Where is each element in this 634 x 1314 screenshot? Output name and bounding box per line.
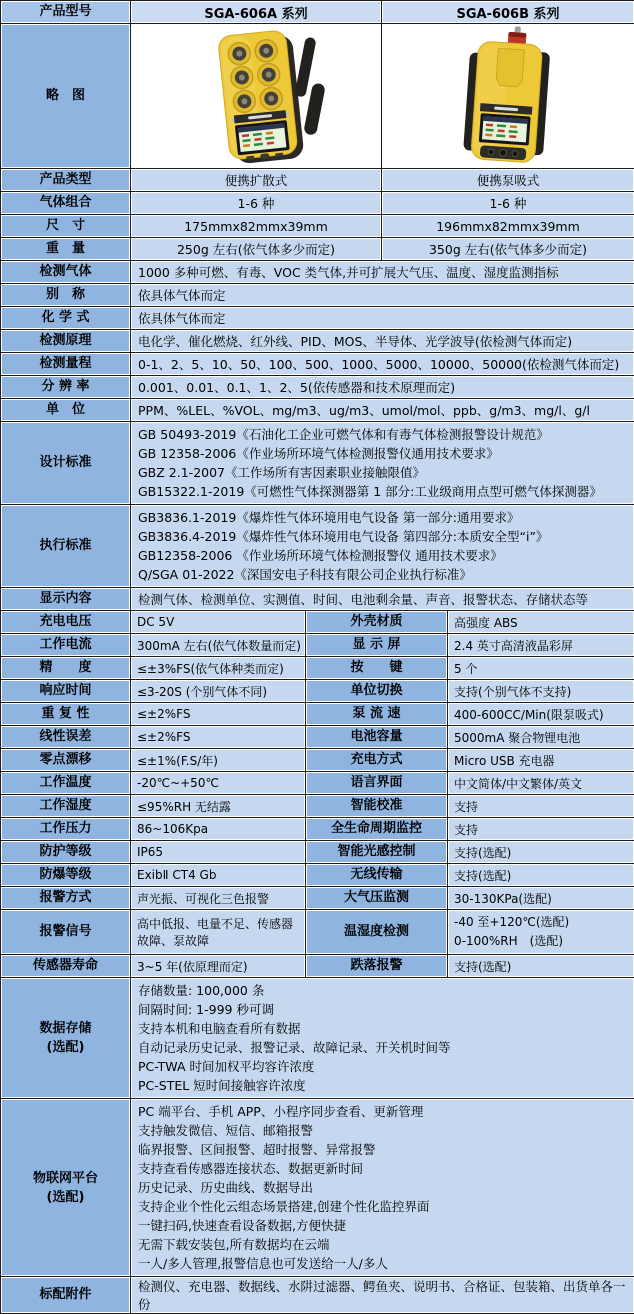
row-label-line: 物联网平台 [1,1169,130,1188]
row-label: 报警信号 [1,910,131,955]
row-label: 泵 流 速 [306,703,448,726]
spec-line: Q/SGA 01-2022《深国安电子科技有限公司企业执行标准》 [131,565,634,584]
table-row [1,726,634,749]
spec-value: 高强度 ABS [448,611,634,634]
row-label: 产品类型 [1,169,131,192]
spec-line: 支持企业个性化云组态场景搭建,创建个性化监控界面 [131,1197,634,1216]
row-label: 检测气体 [1,261,131,284]
spec-line: GB15322.1-2019《可燃性气体探测器第 1 部分:工业级商用点型可燃气体探测器》 [131,482,634,501]
spec-value: 86~106Kpa [131,818,306,841]
row-label [1,1099,131,1277]
table-row [1,330,634,353]
spec-line: GB12358-2006 《作业场所环境气体检测报警仪 通用技术要求》 [131,546,634,565]
row-label: 防爆等级 [1,864,131,887]
row-label: 充电电压 [1,611,131,634]
spec-value [131,978,634,1099]
device-a-cell [131,24,382,169]
row-label: 智能光感控制 [306,841,448,864]
spec-line: 支持本机和电脑查看所有数据 [131,1019,634,1038]
table-row [1,818,634,841]
spec-value-b: 196mmx82mmx39mm [382,215,634,238]
spec-table-body [1,1,634,1314]
spec-line: 0-100%RH (选配) [454,932,628,951]
row-label: 单 位 [1,399,131,422]
spec-value-a: 1-6 种 [131,192,382,215]
row-label: 单位切换 [306,680,448,703]
spec-value: ≤3-20S (个别气体不同) [131,680,306,703]
table-row [1,1277,634,1314]
spec-value [131,1099,634,1277]
row-label: 智能校准 [306,795,448,818]
spec-line: GBZ 2.1-2007《工作场所有害因素职业接触限值》 [131,463,634,482]
table-row [1,657,634,680]
row-label: 重 量 [1,238,131,261]
spec-line: 支持触发微信、短信、邮箱报警 [131,1121,634,1140]
row-label: 别 称 [1,284,131,307]
spec-line: 历史记录、历史曲线、数据导出 [131,1178,634,1197]
spec-value: 支持(个别气体不支持) [448,680,634,703]
table-row [1,910,634,955]
table-row [1,307,634,330]
spec-value: 支持 [448,818,634,841]
spec-line: 一人/多人管理,报警信息也可发送给一人/多人 [131,1254,634,1273]
table-row [1,284,634,307]
spec-value: ≤±2%FS [131,726,306,749]
device-a-image [132,25,381,167]
row-label: 重 复 性 [1,703,131,726]
row-label: 充电方式 [306,749,448,772]
row-label: 外壳材质 [306,611,448,634]
spec-line: 临界报警、区间报警、超时报警、异常报警 [131,1140,634,1159]
table-row [1,703,634,726]
row-label: 响应时间 [1,680,131,703]
spec-line: GB 50493-2019《石油化工企业可燃气体和有毒气体检测报警设计规范》 [131,425,634,444]
spec-value: 电化学、催化燃烧、红外线、PID、MOS、半导体、光学波导(依检测气体而定) [131,330,634,353]
table-row [1,978,634,1099]
column-header-b: SGA-606B 系列 [382,1,634,24]
spec-value: 5 个 [448,657,634,680]
row-label: 显 示 屏 [306,634,448,657]
row-label [1,978,131,1099]
spec-line: PC-STEL 短时间接触容许浓度 [131,1076,634,1095]
spec-value: PPM、%LEL、%VOL、mg/m3、ug/m3、umol/mol、ppb、g/m3、mg/l、g/l [131,399,634,422]
spec-value: 中文简体/中文繁体/英文 [448,772,634,795]
table-row [1,169,634,192]
spec-value: 300mA 左右(依气体数量而定) [131,634,306,657]
table-row [1,422,634,505]
table-row [1,864,634,887]
spec-value: 依具体气体而定 [131,284,634,307]
spec-value: ≤±3%FS(依气体种类而定) [131,657,306,680]
table-row [1,1,634,24]
spec-value: 2.4 英寸高清液晶彩屏 [448,634,634,657]
table-row [1,588,634,611]
row-label: 略 图 [1,24,131,169]
device-a-screen [234,120,289,155]
table-row [1,611,634,634]
spec-value [448,910,634,955]
spec-line: 间隔时间: 1-999 秒可调 [131,1000,634,1019]
spec-value: 1000 多种可燃、有毒、VOC 类气体,并可扩展大气压、温度、湿度监测指标 [131,261,634,284]
spec-value: 0.001、0.01、0.1、1、2、5(依传感器和技术原理而定) [131,376,634,399]
row-label: 工作电流 [1,634,131,657]
row-label: 产品型号 [1,1,131,24]
device-b-image [383,25,634,167]
spec-value: ≤±2%FS [131,703,306,726]
row-label: 检测量程 [1,353,131,376]
table-row [1,795,634,818]
spec-value: 支持(选配) [448,864,634,887]
row-label-line: 数据存储 [1,1019,130,1038]
spec-value: 5000mA 聚合物锂电池 [448,726,634,749]
spec-value-a: 便携扩散式 [131,169,382,192]
spec-value: 30-130KPa(选配) [448,887,634,910]
row-label: 语言界面 [306,772,448,795]
spec-line: 支持查看传感器连接状态、数据更新时间 [131,1159,634,1178]
row-label: 传感器寿命 [1,955,131,978]
row-label-line: (选配) [1,1038,130,1057]
table-row [1,215,634,238]
spec-value-b: 便携泵吸式 [382,169,634,192]
table-row [1,887,634,910]
row-label: 分 辨 率 [1,376,131,399]
spec-value-b: 350g 左右(依气体多少而定) [382,238,634,261]
row-label: 大气压监测 [306,887,448,910]
row-label: 零点漂移 [1,749,131,772]
column-header-a: SGA-606A 系列 [131,1,382,24]
spec-value: 依具体气体而定 [131,307,634,330]
row-label: 工作湿度 [1,795,131,818]
spec-line: -40 至+120℃(选配) [454,913,628,932]
top-groove [495,48,524,87]
row-label: 无线传输 [306,864,448,887]
row-label: 标配附件 [1,1277,131,1314]
spec-value: DC 5V [131,611,306,634]
row-label: 设计标准 [1,422,131,505]
row-label: 显示内容 [1,588,131,611]
spec-value: 支持 [448,795,634,818]
spec-value: IP65 [131,841,306,864]
spec-line: GB 12358-2006《作业场所环境气体检测报警仪通用技术要求》 [131,444,634,463]
table-row [1,238,634,261]
row-label: 按 键 [306,657,448,680]
spec-line: PC 端平台、手机 APP、小程序同步查看、更新管理 [131,1102,634,1121]
table-row [1,399,634,422]
device-b-screen [478,113,530,145]
spec-value: 支持(选配) [448,955,634,978]
spec-line: 自动记录历史记录、报警记录、故障记录、开关机时间等 [131,1038,634,1057]
spec-value: ExibⅡ CT4 Gb [131,864,306,887]
row-label: 化 学 式 [1,307,131,330]
device-a-body [217,29,304,165]
table-row [1,261,634,284]
spec-value: 3~5 年(依原理而定) [131,955,306,978]
row-label: 电池容量 [306,726,448,749]
device-b-cell [382,24,634,169]
row-label: 工作温度 [1,772,131,795]
spec-value [131,422,634,505]
row-label: 全生命周期监控 [306,818,448,841]
row-label: 防护等级 [1,841,131,864]
spec-value-b: 1-6 种 [382,192,634,215]
row-label: 跌落报警 [306,955,448,978]
row-label: 温湿度检测 [306,910,448,955]
table-row [1,192,634,215]
spec-value: -20℃~+50℃ [131,772,306,795]
spec-line: 无需下载安装包,所有数据均在云端 [131,1235,634,1254]
row-label: 工作压力 [1,818,131,841]
spec-value: 检测仪、充电器、数据线、水阱过滤器、鳄鱼夹、说明书、合格证、包装箱、出货单各一份 [131,1277,634,1314]
spec-value-a: 250g 左右(依气体多少而定) [131,238,382,261]
table-row [1,24,634,169]
row-label: 执行标准 [1,505,131,588]
row-label-line: (选配) [1,1188,130,1207]
table-row [1,353,634,376]
table-row [1,1099,634,1277]
spec-value: 支持(选配) [448,841,634,864]
table-row [1,505,634,588]
spec-value-a: 175mmx82mmx39mm [131,215,382,238]
spec-value: 检测气体、检测单位、实测值、时间、电池剩余量、声音、报警状态、存储状态等 [131,588,634,611]
table-row [1,376,634,399]
device-b-body [462,25,551,164]
spec-line: 一键扫码,快速查看设备数据,方便快捷 [131,1216,634,1235]
spec-value: 0-1、2、5、10、50、100、500、1000、5000、10000、50000(依检测气体而定) [131,353,634,376]
row-label: 尺 寸 [1,215,131,238]
spec-line: GB3836.4-2019《爆炸性气体环境用电气设备 第四部分:本质安全型“i”》 [131,527,634,546]
table-row [1,772,634,795]
spec-line: GB3836.1-2019《爆炸性气体环境用电气设备 第一部分:通用要求》 [131,508,634,527]
spec-value: ≤95%RH 无结露 [131,795,306,818]
table-row [1,955,634,978]
spec-value: 400-600CC/Min(限泵吸式) [448,703,634,726]
spec-value [131,505,634,588]
spec-value: ≤±1%(F.S/年) [131,749,306,772]
table-row [1,841,634,864]
row-label: 报警方式 [1,887,131,910]
table-row [1,749,634,772]
row-label: 精 度 [1,657,131,680]
spec-value: 声光振、可视化三色报警 [131,887,306,910]
row-label: 线性误差 [1,726,131,749]
spec-value: Micro USB 充电器 [448,749,634,772]
table-row [1,634,634,657]
row-label: 气体组合 [1,192,131,215]
spec-value: 高中低报、电量不足、传感器故障、泵故障 [131,910,306,955]
spec-line: 存储数量: 100,000 条 [131,981,634,1000]
row-label: 检测原理 [1,330,131,353]
spec-line: PC-TWA 时间加权平均容许浓度 [131,1057,634,1076]
table-row [1,680,634,703]
